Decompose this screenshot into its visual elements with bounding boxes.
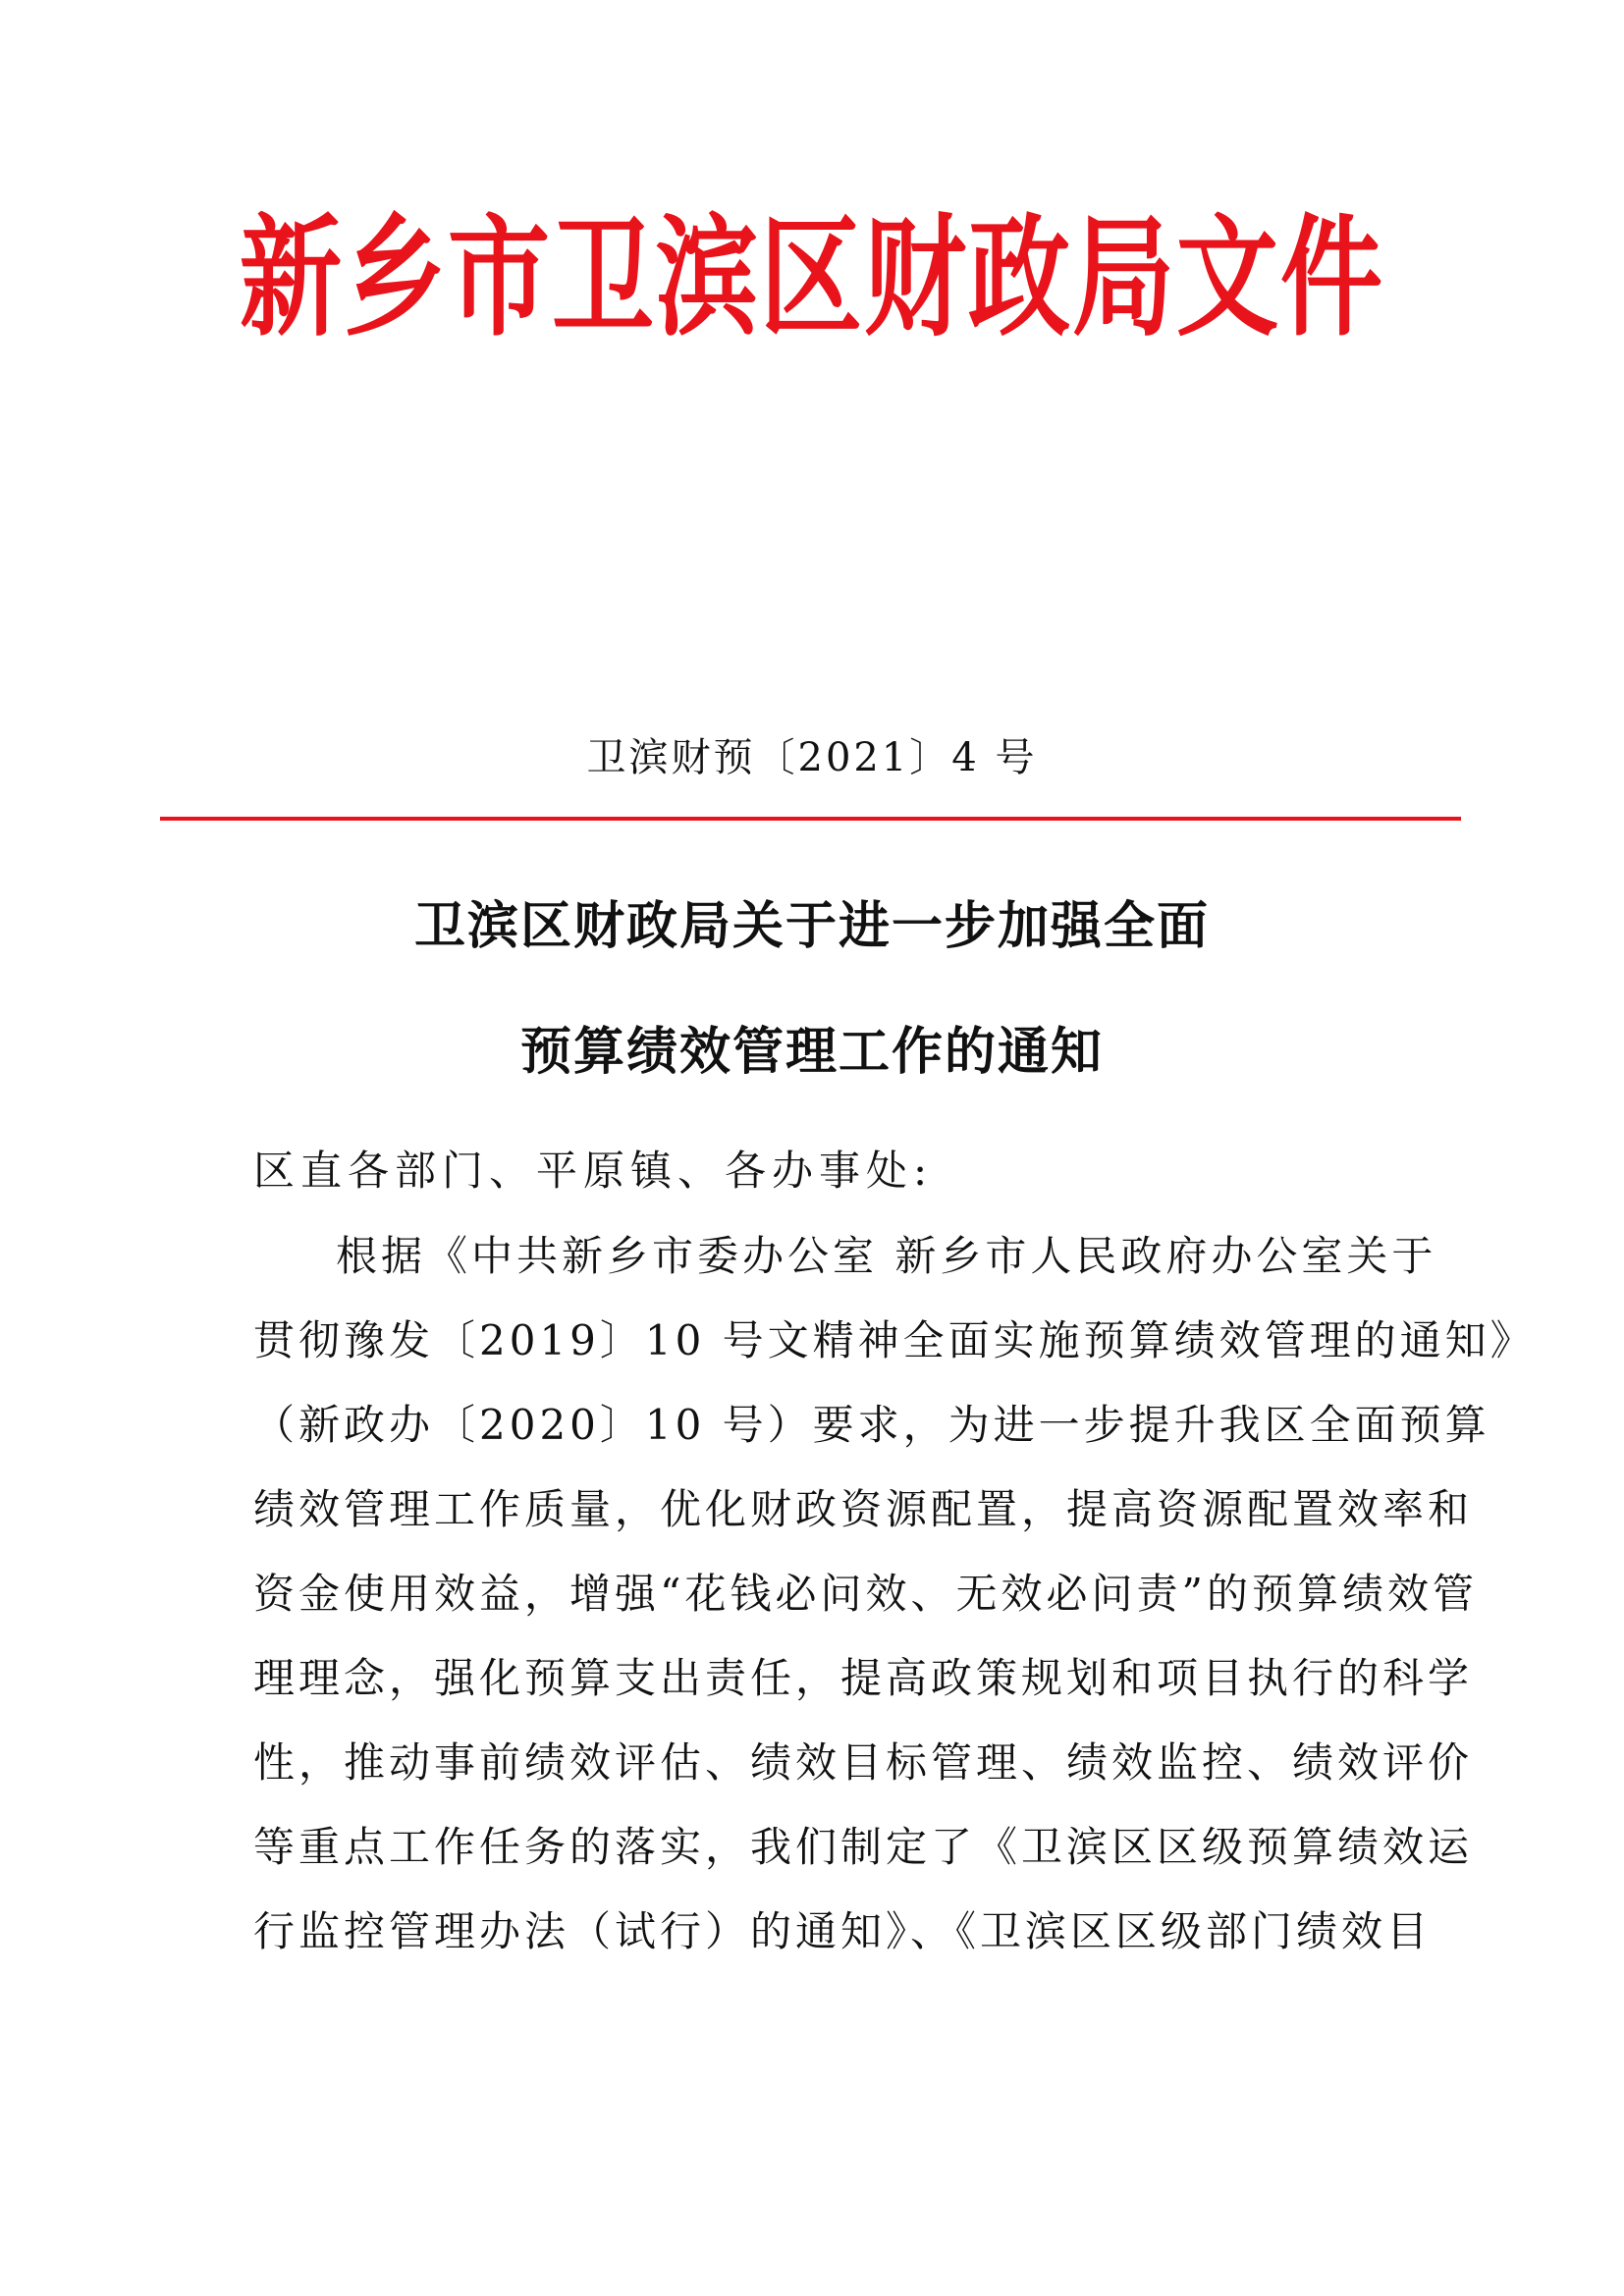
- body-line: 理理念，强化预算支出责任，提高政策规划和项目执行的科学: [253, 1654, 1474, 1702]
- document-title-line-2: 预算绩效管理工作的通知: [519, 1022, 1104, 1082]
- body-line: 绩效管理工作质量，优化财政资源配置，提高资源配置效率和: [253, 1485, 1474, 1533]
- body-line: 性，推动事前绩效评估、绩效目标管理、绩效监控、绩效评价: [253, 1738, 1474, 1787]
- body-line: 贯彻豫发〔2019〕10 号文精神全面实施预算绩效管理的通知》: [253, 1316, 1536, 1364]
- document-title-line-1: 卫滨区财政局关于进一步加强全面: [413, 896, 1210, 956]
- body-line: （新政办〔2020〕10 号）要求，为进一步提升我区全面预算: [253, 1401, 1490, 1449]
- red-separator-line: [160, 817, 1461, 821]
- document-number: 卫滨财预〔2021〕4 号: [586, 735, 1038, 780]
- body-paragraph: [253, 1229, 1536, 1989]
- salutation: 区直各部门、平原镇、各办事处:: [253, 1147, 934, 1195]
- body-line: 根据《中共新乡市委办公室 新乡市人民政府办公室关于: [336, 1232, 1437, 1280]
- body-line: 等重点工作任务的落实，我们制定了《卫滨区区级预算绩效运: [253, 1823, 1474, 1871]
- body-line: 资金使用效益，增强“花钱必问效、无效必问责”的预算绩效管: [253, 1570, 1478, 1618]
- masthead-title: [0, 199, 1624, 355]
- body-line: 行监控管理办法（试行）的通知》、《卫滨区区级部门绩效目: [253, 1907, 1433, 1955]
- masthead-title-text: 新乡市卫滨区财政局文件: [239, 199, 1384, 355]
